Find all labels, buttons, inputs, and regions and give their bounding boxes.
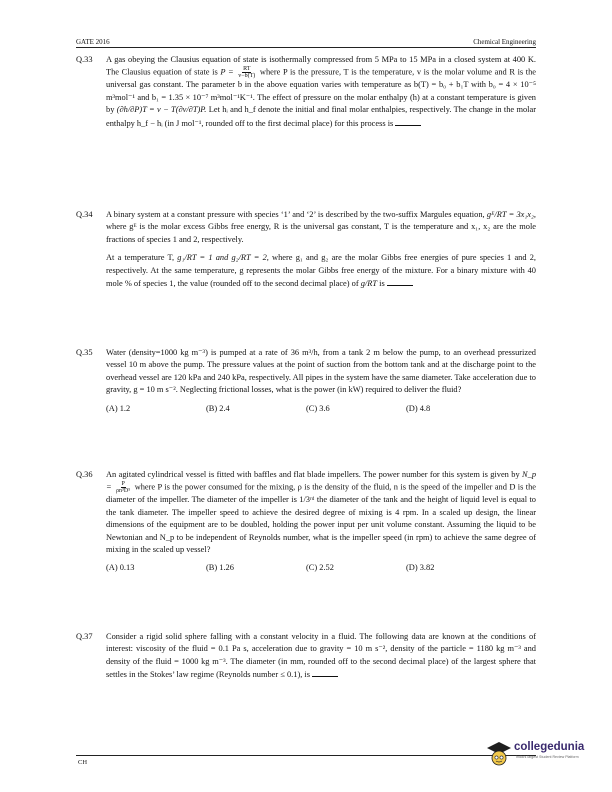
question-text: A gas obeying the Clausius equation of state is isothermally compressed from 5 MPa to 15 MPa in a closed system at 400 K. The Clausius equation of state is xyxy=(106,55,536,77)
collegedunia-logo xyxy=(484,738,584,768)
option-c[interactable]: (C) 2.52 xyxy=(306,563,334,573)
header-exam-title: GATE 2016 xyxy=(76,38,110,46)
question-text: , where gᴱ is the molar excess Gibbs free energy, R is the universal gas constant, T is the temperature and x₁, x₂ are the mole fractions of species 1 and 2, respectively. xyxy=(106,210,536,244)
enthalpy-relation: (∂h/∂P)T = v − T(∂v/∂T)P. xyxy=(116,105,207,115)
target-fraction: g/RT xyxy=(360,279,378,289)
graduate-mascot-icon xyxy=(484,738,514,768)
logo-wordmark: collegedunia xyxy=(514,741,585,753)
question-text: A binary system at a constant pressure with species ‘1’ and ‘2’ is described by the two-suffix Margules equation, xyxy=(106,210,485,219)
fraction-denominator: v−b(T) xyxy=(238,73,256,80)
question-text: An agitated cylindrical vessel is fitted with baffles and flat blade impellers. The power number for this system is given by xyxy=(106,470,520,479)
question-number: Q.37 xyxy=(76,632,93,641)
footer-paper-code: CH xyxy=(78,759,88,766)
question-35 xyxy=(76,347,536,415)
footer-divider xyxy=(76,755,536,756)
option-c[interactable]: (C) 3.6 xyxy=(306,403,330,413)
question-number: Q.34 xyxy=(76,210,93,219)
pure-species-relation: g₁/RT = 1 and g₂/RT = 2 xyxy=(177,253,267,263)
question-body xyxy=(106,209,536,290)
question-text: Water (density=1000 kg m⁻³) is pumped at a rate of 36 m³/h, from a tank 2 m below the pump, to an overhead pressurized vessel 10 m above the pump. The pressure values at the point of suction from the bottom tank and at the discharge point to the overhead vessel are 120 kPa and 240 kPa, respectively. All pipes in the system have the same diameter. Take acceleration due to gravity, g = 10 m s⁻². Neglecting frictional losses, what is the power (in kW) required to deliver the fluid? xyxy=(106,348,536,395)
question-36 xyxy=(76,469,536,575)
fraction-denominator: ρn³D⁵ xyxy=(116,488,131,495)
header-subject: Chemical Engineering xyxy=(473,38,536,46)
equation-lhs: P = xyxy=(220,67,234,77)
option-b[interactable]: (B) 2.4 xyxy=(206,403,230,413)
option-d[interactable]: (D) 3.82 xyxy=(406,563,435,573)
fraction-numerator: P xyxy=(121,481,125,488)
power-number-fraction xyxy=(115,481,131,494)
question-37 xyxy=(76,631,536,682)
fraction-numerator: RT xyxy=(243,66,251,73)
question-number: Q.36 xyxy=(76,470,93,479)
logo-tagline: India's largest Student Review Platform xyxy=(516,755,579,759)
answer-options xyxy=(106,562,536,574)
question-body xyxy=(106,54,536,130)
question-text: Let hᵢ and h_f denote the initial and final molar enthalpies, respectively. The change in the molar enthalpy h_f − hᵢ (in J mol⁻¹, rounded off to the first decimal place) for this process is xyxy=(106,105,537,128)
answer-blank xyxy=(312,668,338,677)
header-divider xyxy=(76,47,536,48)
question-text: , where g₁ and g₂ are the molar Gibbs free energies of pure species 1 and 2, respectively. At the same temperature, g represents the molar Gibbs free energy of the mixture. For a binary mixture with 40 mole % of species 1, the value (rounded off to the second decimal place) of xyxy=(106,253,536,289)
question-number: Q.33 xyxy=(76,55,93,64)
answer-blank xyxy=(395,117,421,126)
option-d[interactable]: (D) 4.8 xyxy=(406,403,431,413)
question-body xyxy=(106,469,536,575)
question-text: is xyxy=(379,279,385,289)
equation-lhs: N_p = xyxy=(106,470,537,492)
option-a[interactable]: (A) 1.2 xyxy=(106,403,131,413)
question-34 xyxy=(76,209,536,290)
question-33 xyxy=(76,54,536,130)
answer-options xyxy=(106,403,536,415)
question-body xyxy=(106,631,536,682)
question-text: At a temperature T, xyxy=(106,253,175,263)
question-text: where P is the pressure, T is the temperature, v is the molar volume and R is the universal gas constant. The parameter b in the above equation varies with temperature as b(T) = b₀ + b₁T with b₀ = 4 × 10⁻⁵ m³mol⁻¹ and b₁ = 1.35 × 10⁻⁷ m³mol⁻¹K⁻¹. The effect of pressure on the molar enthalpy (h) at a constant temperature is given by xyxy=(106,67,537,115)
margules-equation: gᴱ/RT = 3x₁x₂ xyxy=(486,210,534,219)
clausius-fraction xyxy=(237,66,256,79)
option-b[interactable]: (B) 1.26 xyxy=(206,563,234,573)
question-text: where P is the power consumed for the mixing, ρ is the density of the fluid, n is the speed of the impeller and D is the diameter of the impeller. The diameter of the impeller is 1/3ʳᵈ the diameter of the tank and the height of liquid level is equal to the tank diameter. The impeller speed to achieve the desired degree of mixing is 4 rpm. In a scaled up design, the linear dimensions of the equipment are to be doubled, holding the power input per unit volume constant. Assuming the liquid to be Newtonian and N_p to be independent of Reynolds number, what is the impeller speed (in rpm) to achieve the same degree of mixing in the scaled up vessel? xyxy=(106,482,536,555)
question-text: Consider a rigid solid sphere falling with a constant velocity in a fluid. The following data are known at the conditions of interest: viscosity of the fluid = 0.1 Pa s, acceleration due to gravity = 10 m s⁻², density of the particle = 1180 kg m⁻³ and density of the fluid = 1000 kg m⁻³. The diameter (in mm, rounded off to the second decimal place) of the largest sphere that settles in the Stokes’ law regime (Reynolds number ≤ 0.1), is xyxy=(106,632,536,680)
answer-blank xyxy=(387,277,413,286)
option-a[interactable]: (A) 0.13 xyxy=(106,563,135,573)
question-number: Q.35 xyxy=(76,348,93,357)
question-body xyxy=(106,347,536,415)
